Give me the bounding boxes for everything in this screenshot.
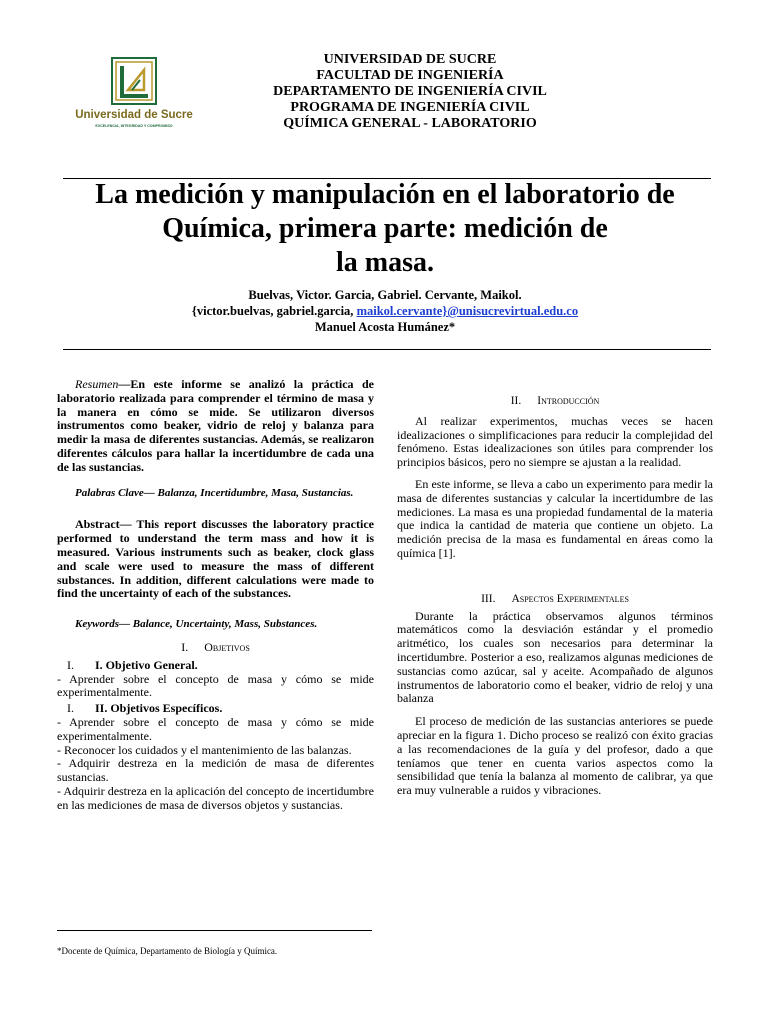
abstract-es-label: Resumen [75, 377, 119, 391]
institution-header [230, 52, 590, 132]
section-number: II. [510, 395, 522, 407]
header-course: QUÍMICA GENERAL - LABORATORIO [283, 116, 537, 132]
subsection-number: I. [67, 657, 74, 672]
paper-title [40, 178, 730, 280]
abstract-es-text: —En este informe se analizó la práctica de laboratorio realizada para comprender el término de masa y la manera en cómo se mide. Se utilizaron diversos instrumentos como beaker, vidrio de reloj y balanza para medir la masa de diferentes sustancias. Además, se realizaron diferentes cálculos para hallar la incertidumbre de cada una de las sustancias. [57, 377, 374, 474]
header-program: PROGRAMA DE INGENIERÍA CIVIL [290, 100, 530, 116]
logo-name: Universidad de Sucre [75, 109, 193, 121]
section-objetivos-heading [57, 641, 374, 655]
keywords-en: Keywords— Balance, Uncertainty, Mass, Substances. [75, 618, 318, 631]
left-column [57, 378, 374, 813]
section-title: Objetivos [204, 639, 250, 654]
header-faculty: FACULTAD DE INGENIERÍA [316, 68, 504, 84]
title-line-2: Química, primera parte: medición de [162, 213, 608, 244]
subsection-title: I. Objetivo General. [95, 657, 198, 672]
paragraph: Al realizar experimentos, muchas veces se hacen idealizaciones o simplificaciones para reducir la complejidad del fenómeno. Estas idealizaciones son útiles para comprender los principios básicos, pero no siempre se ajustan a la realidad. [397, 413, 713, 470]
section-aspectos-heading [397, 593, 713, 607]
abstract-es [57, 378, 374, 475]
email-link[interactable]: maikol.cervante}@unisucrevirtual.edu.co [356, 304, 579, 318]
subsection-title: II. Objetivos Específicos. [95, 701, 223, 716]
abstract-en: Abstract— This report discusses the laboratory practice performed to understand the term mass and how it is measured. Various instruments such as beaker, clock glass and scale were used to measure the mass of different substances. In addition, different calculations were made to find the uncertainty of each of the substances. [57, 517, 374, 601]
subsection-especificos-heading [57, 702, 374, 716]
paragraph: Durante la práctica observamos algunos términos matemáticos como la desviación estándar y el promedio aritmético, los cuales son necesarios para determinar la incertidumbre. Posterior a eso, realizamos algunas mediciones de sustancias como azúcar, sal y aceite. Acompañado de algunos instrumentos de laboratorio como el beaker, vidrio de reloj y una balanza [397, 608, 713, 706]
section-introduccion-heading [397, 395, 713, 409]
professor-name: Manuel Acosta Humánez* [314, 320, 456, 334]
keywords-es: Palabras Clave— Balanza, Incertidumbre, Masa, Sustancias. [75, 486, 354, 499]
title-line-1: La medición y manipulación en el laboratorio de [95, 179, 675, 210]
footnote-rule [57, 930, 372, 931]
right-column [397, 395, 713, 798]
header-department: DEPARTAMENTO DE INGENIERÍA CIVIL [273, 84, 547, 100]
author-emails [100, 303, 670, 319]
list-item: - Adquirir destreza en la aplicación del concepto de incertidumbre en las mediciones de masa de diversos objetos y sustancias. [57, 783, 374, 812]
subsection-general-heading [57, 659, 374, 673]
authors-bottom-rule [63, 349, 711, 350]
author-block [100, 287, 670, 335]
list-item: - Adquirir destreza en la medición de masa de diferentes sustancias. [57, 756, 374, 785]
list-item: - Reconocer los cuidados y el mantenimiento de las balanzas. [57, 742, 352, 757]
section-number: III. [481, 592, 496, 605]
title-line-3: la masa. [336, 247, 434, 278]
subsection-number: I. [67, 701, 74, 716]
list-item: - Aprender sobre el concepto de masa y cómo se mide experimentalmente. [57, 714, 374, 743]
paragraph: En este informe, se lleva a cabo un experimento para medir la masa de diferentes sustancias y calcular la incertidumbre de las mediciones. La masa es una propiedad fundamental de la materia que indica la cantidad de materia que contiene un objeto. La medición precisa de la masa es fundamental en áreas como la química [1]. [397, 476, 713, 560]
header-university: UNIVERSIDAD DE SUCRE [323, 52, 497, 67]
footnote: *Docente de Química, Departamento de Biología y Química. [57, 946, 278, 956]
author-names: Buelvas, Victor. Garcia, Gabriel. Cervante, Maikol. [248, 288, 522, 302]
list-item: - Aprender sobre el concepto de masa y cómo se mide experimentalmente. [57, 671, 374, 700]
emails-prefix: {victor.buelvas, gabriel.garcia, [191, 304, 357, 318]
university-shield-icon [110, 56, 158, 106]
section-title: Introducción [537, 395, 600, 407]
section-title: Aspectos Experimentales [511, 592, 629, 605]
paragraph: El proceso de medición de las sustancias anteriores se puede apreciar en la figura 1. Dicho proceso se realizó con éxito gracias a las recomendaciones de la guía y del profesor, dado a que teníamos que tener en cuenta varios aspectos como la sensibilidad que tenía la balanza al momento de calibrar, ya que era muy vulnerable a ruidos y vibraciones. [397, 714, 713, 798]
logo-tagline: EXCELENCIA, INTEGRIDAD Y COMPROMISO [95, 124, 173, 128]
university-logo [70, 52, 198, 130]
section-number: I. [181, 639, 189, 654]
